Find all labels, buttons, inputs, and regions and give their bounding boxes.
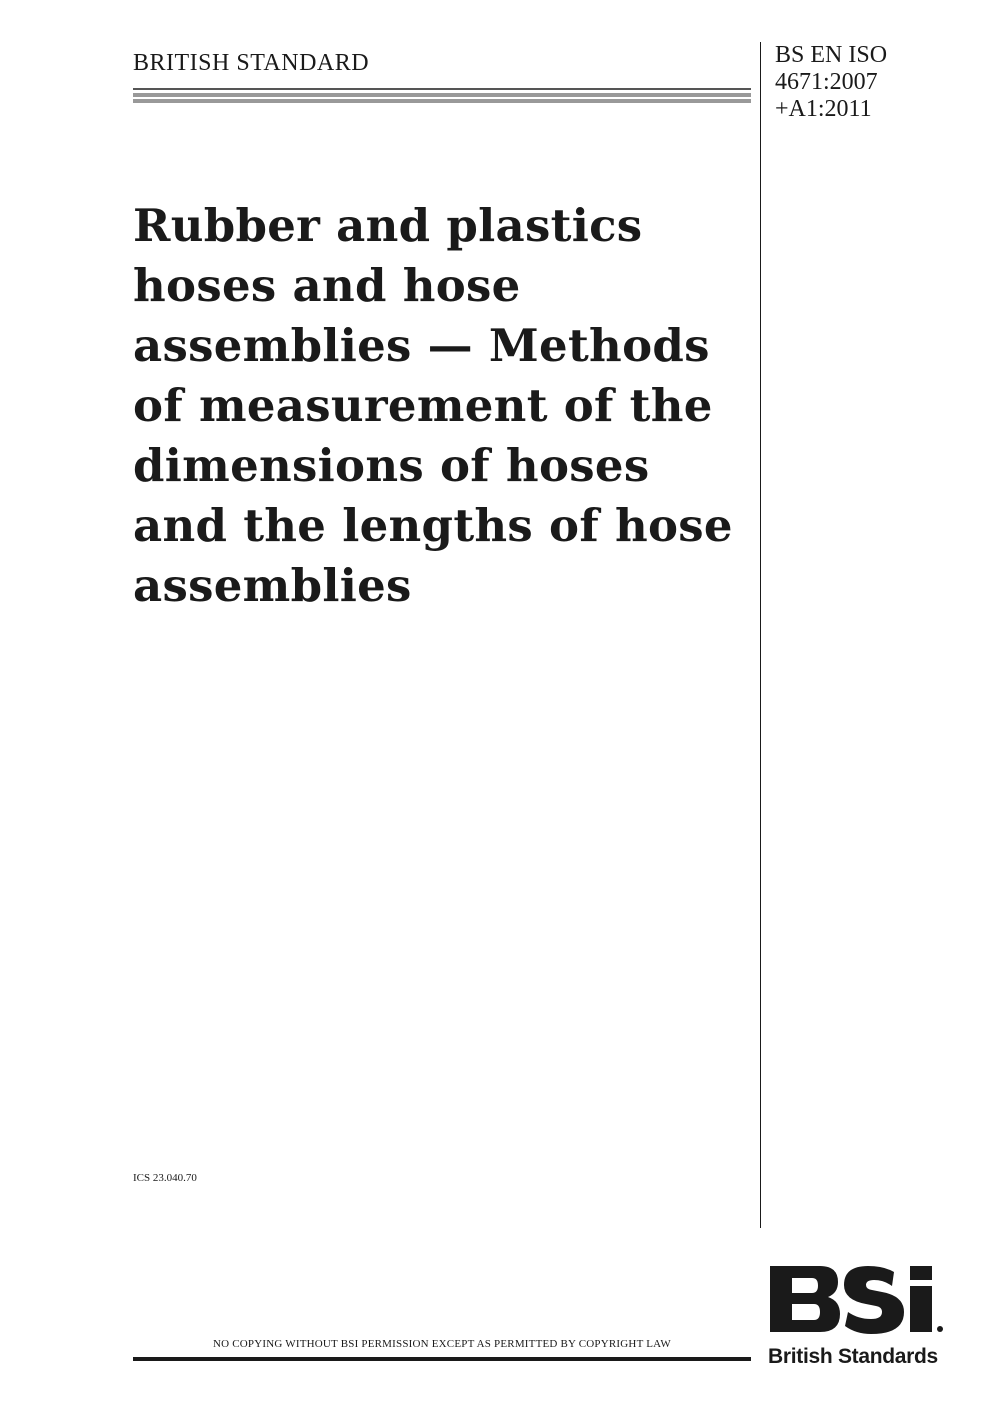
title-line: Rubber and plastics bbox=[133, 199, 643, 252]
title-line: assemblies bbox=[133, 559, 412, 612]
standard-number-line-1: BS EN ISO bbox=[775, 42, 888, 68]
copyright-notice: NO COPYING WITHOUT BSI PERMISSION EXCEPT AS PERMITTED BY COPYRIGHT LAW bbox=[212, 1338, 672, 1350]
ics-code: ICS 23.040.70 bbox=[133, 1172, 197, 1184]
header-rule-middle bbox=[133, 93, 751, 97]
standard-number-line-2: 4671:2007 bbox=[775, 69, 878, 95]
title-line: and the lengths of hose bbox=[133, 499, 733, 552]
series-label: BRITISH STANDARD bbox=[133, 50, 370, 76]
title-line: assemblies — Methods bbox=[133, 319, 710, 372]
header-rule-top bbox=[133, 88, 751, 90]
title-line: of measurement of the bbox=[133, 379, 713, 432]
standard-number-line-3: +A1:2011 bbox=[775, 96, 872, 122]
vertical-rule bbox=[760, 42, 761, 1228]
header-rule-bottom bbox=[133, 99, 751, 103]
title-line: dimensions of hoses bbox=[133, 439, 650, 492]
footer-rule bbox=[133, 1357, 751, 1361]
bsi-tagline: British Standards bbox=[768, 1345, 938, 1368]
document-title bbox=[133, 196, 743, 616]
title-line: hoses and hose bbox=[133, 259, 521, 312]
standard-number bbox=[775, 42, 887, 123]
